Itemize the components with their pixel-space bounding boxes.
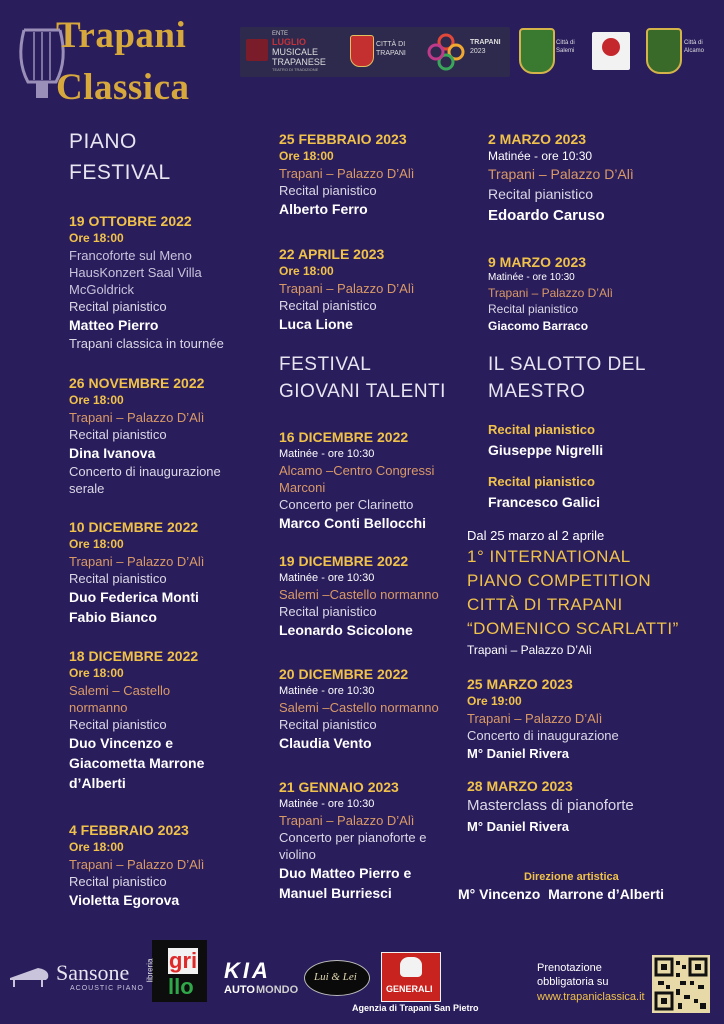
event-performer: Duo Vincenzo e (69, 735, 173, 751)
alcamo-crest-icon (646, 28, 682, 74)
giovani-talenti-title-line2: GIOVANI TALENTI (279, 381, 446, 402)
alcamo-label1: Città di (684, 40, 703, 46)
event-date: 25 FEBBRAIO 2023 (279, 131, 407, 147)
event-card (279, 552, 469, 640)
luglio-line4: TRAPANESE (272, 57, 326, 67)
luglio-line1: ENTE (272, 31, 289, 37)
event-place: Trapani – Palazzo D’Alì (69, 857, 205, 872)
salemi-festival-logo (592, 32, 630, 70)
event-place: normanno (69, 700, 128, 715)
event-time: Ore 18:00 (69, 393, 124, 407)
event-date: 9 MARZO 2023 (488, 254, 587, 270)
artistic-direction-label: Direzione artistica (524, 871, 619, 883)
event-performer: d’Alberti (69, 775, 126, 791)
event-type: Concerto per Clarinetto (279, 497, 414, 512)
event-type: Recital pianistico (69, 427, 167, 442)
event-place: Trapani – Palazzo D’Alì (279, 166, 415, 181)
event-card (488, 130, 698, 228)
salotto-type: Recital pianistico (488, 474, 595, 489)
booking-url-link[interactable]: www.trapaniclassica.it (537, 991, 645, 1003)
luglio-musicale-logo (246, 31, 346, 73)
giovani-talenti-title-line1: FESTIVAL (279, 354, 372, 375)
sansone-name: Sansone (56, 960, 130, 985)
event-date: 26 NOVEMBRE 2022 (69, 375, 205, 391)
event-place: Trapani – Palazzo D’Alì (69, 554, 205, 569)
event-date: 19 DICEMBRE 2022 (279, 553, 409, 569)
event-place: Marconi (279, 480, 326, 495)
salemi-crest-icon (519, 28, 555, 74)
event-card (279, 130, 469, 219)
lui-e-lei-logo (304, 960, 370, 996)
event-date: 20 DICEMBRE 2022 (279, 666, 409, 682)
event-card (69, 374, 269, 497)
event-performer: Leonardo Scicolone (279, 622, 413, 638)
event-time: Ore 18:00 (69, 231, 124, 245)
event-date: 2 MARZO 2023 (488, 131, 587, 147)
event-card (467, 777, 697, 837)
event-place: Trapani – Palazzo D’Alì (488, 166, 634, 182)
event-note: Trapani classica in tournée (69, 336, 224, 351)
salotto-title-line1: IL SALOTTO DEL (488, 354, 646, 375)
event-note: Concerto di inaugurazione (69, 464, 221, 479)
event-type: Recital pianistico (488, 302, 579, 316)
sansone-logo (8, 960, 148, 1000)
event-date: 21 GENNAIO 2023 (279, 779, 399, 795)
luglio-line3: MUSICALE (272, 47, 319, 57)
event-date: 25 MARZO 2023 (467, 676, 573, 692)
event-type: violino (279, 847, 316, 862)
event-place: Salemi –Castello normanno (279, 587, 439, 602)
event-date: 19 OTTOBRE 2022 (69, 213, 192, 229)
artistic-director-name: M° Vincenzo Marrone d’Alberti (458, 886, 665, 902)
salotto-title-line2: MAESTRO (488, 381, 586, 402)
event-time: Ore 18:00 (69, 537, 124, 551)
competition-title-line1: 1° INTERNATIONAL (467, 547, 631, 566)
event-performer: Duo Matteo Pierro e (279, 865, 412, 881)
event-card (279, 778, 469, 903)
event-time: Matinée - ore 10:30 (279, 572, 375, 584)
luglio-line5: TEATRO DI TRADIZIONE (272, 67, 319, 72)
event-type: Recital pianistico (69, 874, 167, 889)
event-performer: Matteo Pierro (69, 317, 159, 333)
event-time: Ore 18:00 (279, 149, 334, 163)
event-type: Recital pianistico (279, 717, 377, 732)
generali-logo (381, 952, 441, 1002)
event-place: Trapani – Palazzo D’Alì (279, 281, 415, 296)
event-place: Salemi –Castello normanno (279, 700, 439, 715)
event-card (69, 212, 269, 352)
event-performer: Alberto Ferro (279, 201, 368, 217)
salotto-item (488, 421, 698, 462)
event-place: HausKonzert Saal Villa (69, 265, 202, 280)
logo-title-line1: Trapani (56, 15, 187, 56)
salotto-performer: Giuseppe Nigrelli (488, 442, 604, 458)
sansone-subtitle: ACOUSTIC PIANO (70, 985, 144, 992)
grand-piano-icon (8, 964, 52, 988)
trapani-2023-label2: 2023 (470, 48, 486, 55)
kia-automondo-logo (222, 958, 302, 998)
salotto-type: Recital pianistico (488, 422, 595, 437)
qr-code-icon[interactable] (652, 955, 710, 1013)
automondo-text-b: MONDO (256, 984, 299, 996)
salotto-item (488, 473, 698, 514)
event-place: Salemi – Castello (69, 683, 171, 698)
trapani-crest-icon (350, 35, 374, 67)
event-type: Recital pianistico (69, 717, 167, 732)
booking-label-line1: Prenotazione (537, 962, 602, 974)
event-performer: Duo Federica Monti (69, 589, 199, 605)
automondo-text-a: AUTO (224, 984, 255, 996)
event-card (467, 675, 697, 764)
event-performer: Giacomo Barraco (488, 319, 589, 333)
salotto-performer: Francesco Galici (488, 494, 601, 510)
alcamo-label2: Alcamo (684, 48, 705, 54)
event-date: 28 MARZO 2023 (467, 778, 573, 794)
event-performer: Giacometta Marrone (69, 755, 205, 771)
header (0, 0, 724, 115)
event-place: Francoforte sul Meno (69, 248, 192, 263)
competition-place: Trapani – Palazzo D’Alì (467, 643, 592, 657)
competition-block (467, 527, 707, 659)
event-performer: Manuel Burriesci (279, 885, 392, 901)
salemi-label2: Salemi (556, 48, 575, 54)
event-type: Recital pianistico (69, 299, 167, 314)
event-place: Trapani – Palazzo D’Alì (488, 286, 613, 300)
trapani-city-label1: CITTÀ DI (376, 41, 406, 48)
event-time: Ore 18:00 (69, 840, 124, 854)
lui-e-lei-text: Lui & Lei (314, 971, 357, 983)
event-type: Masterclass di pianoforte (467, 797, 634, 814)
event-performer: Violetta Egorova (69, 892, 180, 908)
event-card (279, 428, 469, 533)
event-place: Alcamo –Centro Congressi (279, 463, 435, 478)
event-time: Matinée - ore 10:30 (279, 685, 375, 697)
competition-title-line3: CITTÀ DI TRAPANI (467, 595, 623, 614)
event-place: Trapani – Palazzo D’Alì (467, 711, 603, 726)
salemi-label1: Città di (556, 40, 575, 46)
kia-wordmark: KIA (224, 958, 271, 983)
event-time: Matinée - ore 10:30 (279, 798, 375, 810)
event-card (69, 518, 269, 627)
event-date: 22 APRILE 2023 (279, 246, 385, 262)
grillo-side-text: libreria (145, 958, 155, 983)
event-performer: M° Daniel Rivera (467, 746, 570, 761)
trapani-2023-flower-icon (426, 32, 466, 72)
event-time: Matinée - ore 10:30 (488, 272, 575, 283)
event-card (69, 821, 269, 910)
event-date: 16 DICEMBRE 2022 (279, 429, 409, 445)
event-performer: Dina Ivanova (69, 445, 156, 461)
salemi-festival-mark (602, 38, 620, 56)
event-type: Recital pianistico (279, 604, 377, 619)
event-performer: M° Daniel Rivera (467, 819, 570, 834)
trapani-city-label2: TRAPANI (376, 50, 406, 57)
event-date: 18 DICEMBRE 2022 (69, 648, 199, 664)
libreria-grillo-logo (145, 940, 207, 1002)
event-type: Concerto di inaugurazione (467, 728, 619, 743)
event-note: serale (69, 481, 105, 496)
event-time: Ore 18:00 (279, 264, 334, 278)
piano-festival-title-line2: FESTIVAL (69, 161, 171, 184)
event-performer: Claudia Vento (279, 735, 372, 751)
event-type: Recital pianistico (488, 186, 594, 202)
competition-title-line4: “DOMENICO SCARLATTI” (467, 619, 679, 638)
event-type: Recital pianistico (69, 571, 167, 586)
event-time: Ore 19:00 (467, 694, 522, 708)
event-performer: Edoardo Caruso (488, 207, 605, 224)
event-place: Trapani – Palazzo D’Alì (279, 813, 415, 828)
logo-title-line2: Classica (56, 67, 190, 108)
event-card (488, 253, 698, 335)
event-performer: Marco Conti Bellocchi (279, 515, 427, 531)
event-time: Matinée - ore 10:30 (488, 149, 593, 163)
footer-sponsors (0, 930, 724, 1024)
event-performer: Fabio Bianco (69, 609, 157, 625)
booking-label-line2: obbligatoria su (537, 976, 609, 988)
luglio-musicale-mark (246, 39, 268, 61)
generali-wordmark: GENERALI (386, 984, 433, 994)
event-card (279, 665, 469, 753)
event-place: Trapani – Palazzo D’Alì (69, 410, 205, 425)
event-type: Recital pianistico (279, 298, 377, 313)
event-card (69, 647, 269, 793)
lion-icon (400, 957, 422, 977)
event-date: 4 FEBBRAIO 2023 (69, 822, 189, 838)
event-type: Concerto per pianoforte e (279, 830, 427, 845)
grillo-text-a: gri (169, 948, 198, 973)
competition-title-line2: PIANO COMPETITION (467, 571, 652, 590)
generali-agency-label: Agenzia di Trapani San Pietro (352, 1003, 479, 1013)
event-card (279, 245, 469, 334)
trapani-2023-label1: TRAPANI (470, 39, 501, 46)
grillo-text-b: llo (168, 974, 194, 999)
luglio-line2: LUGLIO (272, 37, 306, 47)
event-time: Ore 18:00 (69, 666, 124, 680)
partner-banner (240, 27, 510, 77)
event-performer: Luca Lione (279, 316, 353, 332)
event-date: 10 DICEMBRE 2022 (69, 519, 199, 535)
event-time: Matinée - ore 10:30 (279, 448, 375, 460)
event-place: McGoldrick (69, 282, 135, 297)
competition-dates: Dal 25 marzo al 2 aprile (467, 528, 605, 543)
event-type: Recital pianistico (279, 183, 377, 198)
piano-festival-title-line1: PIANO (69, 130, 137, 153)
